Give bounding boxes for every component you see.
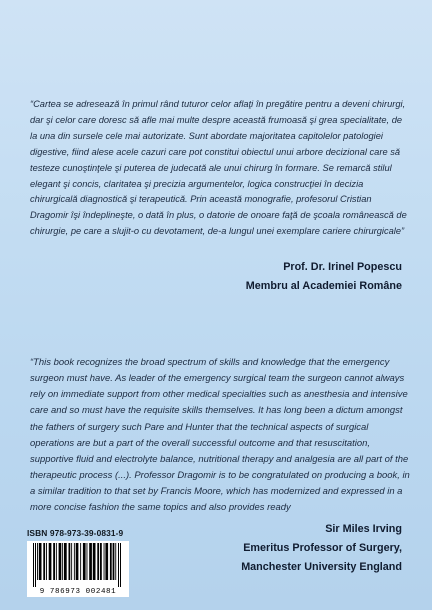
barcode-bar <box>118 543 119 587</box>
barcode-bar <box>74 543 75 580</box>
barcode-bar <box>46 543 47 580</box>
barcode-bar <box>43 543 45 580</box>
barcode-bar <box>35 543 36 587</box>
barcode-bar <box>83 543 86 580</box>
barcode-bar <box>115 543 116 580</box>
barcode-bar <box>39 543 42 580</box>
barcode-bar <box>37 543 38 580</box>
reviewer-name: Prof. Dr. Irinel Popescu <box>283 261 402 273</box>
barcode-bar <box>104 543 105 580</box>
reviewer-name: Sir Miles Irving <box>325 523 402 535</box>
english-reviewer-signature <box>241 520 402 577</box>
barcode-bar <box>89 543 92 580</box>
barcode-bar <box>120 543 121 587</box>
barcode-bar <box>62 543 63 580</box>
romanian-reviewer-signature <box>246 258 402 296</box>
barcode-bar <box>69 543 71 580</box>
barcode-icon <box>27 543 129 589</box>
barcode-bar <box>105 543 108 580</box>
reviewer-affiliation: Manchester University England <box>241 561 402 573</box>
barcode-bar <box>76 543 79 580</box>
barcode-bar <box>97 543 99 580</box>
barcode-bar <box>93 543 96 580</box>
english-review-quote: “This book recognizes the broad spectrum of skills and knowledge that the emergency surgeon must have. As leader of the emergency surgical team the surgeon cannot always rely on immediate support from other medical specialties such as anesthesia and intensive care and so must have the requisite skills themselves. It has long been a dictum amongst the fathers of surgery such Pare and Hunter that the technical aspects of surgical operations are but a part of the overall successful outcome and that resuscitation, supportive fluid and electrolyte balance, nutritional therapy and analgesia are all part of the therapeutic process (...). Professor Dragomir is to be congratulated on producing a book, in a similar tradition to that set by Francis Moore, which has modernized and expressed in a more concise fashion the same topics and also provides ready <box>30 357 410 514</box>
reviewer-title: Emeritus Professor of Surgery, <box>243 542 402 554</box>
barcode-bar <box>80 543 81 580</box>
barcode-bar <box>113 543 115 580</box>
isbn-label: ISBN 978-973-39-0831-9 <box>27 528 124 538</box>
barcode-digits: 9 786973 002481 <box>39 588 117 596</box>
barcode-bar <box>49 543 52 580</box>
reviewer-title: Membru al Academiei Române <box>245 280 402 292</box>
barcode-bar <box>56 543 57 580</box>
barcode-bar <box>71 543 72 580</box>
barcode-bar <box>100 543 102 580</box>
barcode-bar <box>33 543 34 587</box>
barcode-bar <box>59 543 62 580</box>
barcode-bar <box>53 543 55 580</box>
barcode-bar <box>87 543 88 580</box>
barcode-panel <box>27 541 129 597</box>
barcode-bar <box>64 543 67 580</box>
barcode-bar <box>110 543 112 580</box>
romanian-review-quote: “Cartea se adresează în primul rând tuturor celor aflaţi în pregătire pentru a deveni chirurgi, dar şi celor care doresc să afle mai multe despre această frumoasă şi grea specialitate, de la una din sursele cele mai autorizate. Sunt abordate majoritatea capitolelor patologiei digestive, fiind alese acele cazuri care pot constitui obiectul unui arbore decizional care să testeze cunoştinţele şi puterea de judecată ale unui chirurg în formare. Se remarcă stilul elegant şi concis, claritatea şi precizia argumentelor, logica construcţiei în decizia chirurgicală diagnostică şi terapeutică. Prin această monografie, profesorul Cristian Dragomir îşi îndeplineşte, o dată în plus, o datorie de onoare faţă de şcoala românească de chirurgie, pe care a slujit-o cu devotament, de-a lungul unei exemplare cariere chirurgicale” <box>30 99 407 237</box>
isbn-barcode-block <box>27 528 137 604</box>
